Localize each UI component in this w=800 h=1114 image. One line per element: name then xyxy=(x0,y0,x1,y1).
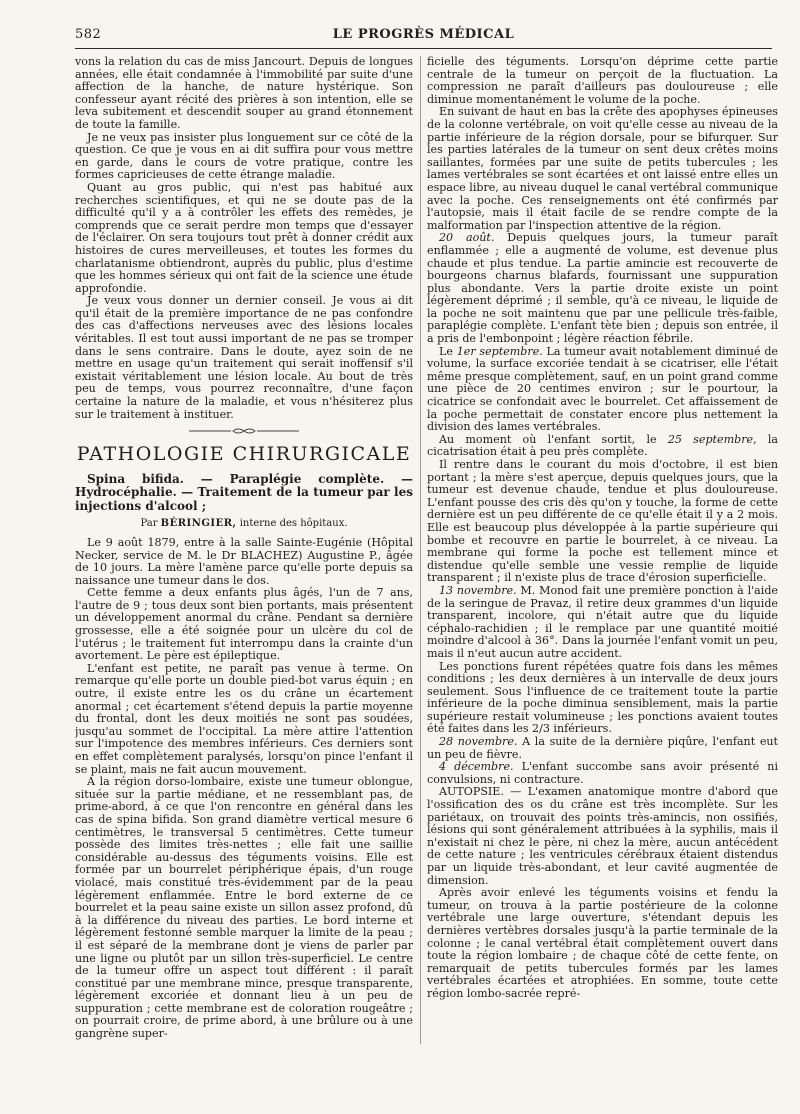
paragraph: 4 décembre. L'enfant succombe sans avoir présenté ni convulsions, ni contracture. xyxy=(427,760,778,786)
paragraph: AUTOPSIE. — L'examen anatomique montre d'abord que l'ossification des os du crâne est très incomplète. Sur les pariétaux, on trouvait des points très-amincis, non ossifiés, lésions qui sont généralement attribuées à la syphilis, mais il n'existait ni chez le père, ni chez la mère, aucun antécédent de cette nature ; les ventricules cérébraux étaient distendus par un liquide très-abondant, et leur cavité augmentée de dimension. xyxy=(427,785,778,887)
paragraph: L'enfant est petite, ne paraît pas venue à terme. On remarque qu'elle porte un double pied-bot varus équin ; en outre, il existe entre les os du crâne un écartement anormal ; cet écartement s'étend depuis la partie moyenne du frontal, dont les deux moitiés ne sont pas soudées, jusqu'au sommet de l'occipital. La mère attire l'attention sur l'impotence des membres inférieurs. Ces derniers sont en effet complètement paralysés, lorsqu'on pince l'enfant il se plaint, mais ne fait aucun mouvement. xyxy=(75,661,413,776)
date-label: 13 novembre. xyxy=(439,583,517,597)
paragraph: Le 9 août 1879, entre à la salle Sainte-Eugénie (Hôpital Necker, service de M. le Dr BLACHEZ) Augustine P., âgée de 10 jours. La mère l'amène parce qu'elle porte depuis sa naissance une tumeur dans le dos. xyxy=(75,535,413,587)
date-label: 20 août. xyxy=(439,231,495,245)
byline-prefix: Par xyxy=(140,518,158,530)
section-title: PATHOLOGIE CHIRURGICALE xyxy=(76,442,412,465)
paragraph: Quant au gros public, qui n'est pas habitué aux recherches scientifiques, et qui ne se doute pas de la difficulté qu'il y a à contrôler les effets des remèdes, je comprends que ce serait perdre mon temps que d'essayer de l'éclairer. On sera toujours tout prêt à donner crédit aux histoires de cures merveilleuses, et toutes les formes du charlatanisme obtiendront, auprès du public, plus d'estime que les hommes sérieux qui ont fait de la science une étude approfondie. xyxy=(75,180,413,295)
ornament-divider xyxy=(75,426,413,439)
paragraph: Au moment où l'enfant sortit, le 25 septembre, la cicatrisation était à peu près complète. xyxy=(427,432,778,459)
date-label: 4 décembre. xyxy=(439,760,514,774)
byline-author: BÉRINGIER, xyxy=(160,518,237,530)
left-column xyxy=(75,56,413,1044)
paragraph: 13 novembre. M. Monod fait une première ponction à l'aide de la seringue de Pravaz, il retire deux grammes d'un liquide transparent, incolore, qui n'était autre que du liquide céphalo-rachidien ; il le remplace par une quantité moitié moindre d'alcool à 36°. Dans la journée l'enfant vomit un peu, mais il n'eut aucun autre accident. xyxy=(427,583,778,660)
paragraph: vons la relation du cas de miss Jancourt. Depuis de longues années, elle était condamnée à l'immobilité par suite d'une affection de la hanche, de nature hystérique. Son confesseur ayant récité des prières à son intention, elle se leva subitement et descendit souper au grand étonnement de toute la famille. xyxy=(75,56,413,131)
paragraph: Après avoir enlevé les téguments voisins et fendu la tumeur, on trouva à la partie postérieure de la colonne vertébrale une large ouverture, s'étendant depuis les dernières vertèbres dorsales jusqu'à la partie terminale de la colonne ; le canal vertébral était complètement ouvert dans toute la région lombaire ; de chaque côté de cette fente, on remarquait de petits tubercules formés par les lames vertébrales écartées et atrophiées. En somme, toute cette région lombo-sacrée repré- xyxy=(427,886,778,1000)
byline xyxy=(75,518,413,531)
date-label: 28 novembre. xyxy=(439,735,518,749)
paragraph: Les ponctions furent répétées quatre fois dans les mêmes conditions ; les deux dernières à un intervalle de deux jours seulement. Sous l'influence de ce traitement toute la partie inférieure de la poche diminua sensiblement, mais la partie supérieure restait volumineuse ; les ponctions avaient toutes été faites dans les 2/3 inférieurs. xyxy=(427,659,778,736)
article-heading: Spina bifida. — Paraplégie complète. — Hydrocéphalie. — Traitement de la tumeur par les injections d'alcool ; xyxy=(75,471,413,513)
paragraph: ficielle des téguments. Lorsqu'on déprime cette partie centrale de la tumeur on perçoit de la fluctuation. La compression ne paraît d'ailleurs pas douloureuse ; elle diminue momentanément le volume de la poche. xyxy=(427,56,778,106)
paragraph: Cette femme a deux enfants plus âgés, l'un de 7 ans, l'autre de 9 ; tous deux sont bien portants, mais présentent un développement anormal du crâne. Pendant sa dernière grossesse, elle a été soignée pour un ulcère du col de l'utérus ; le traitement fut interrompu dans la crainte d'un avortement. Le père est épileptique. xyxy=(75,586,413,663)
byline-suffix: interne des hôpitaux. xyxy=(239,518,348,530)
right-column xyxy=(427,56,778,1044)
paragraph: En suivant de haut en bas la crête des apophyses épineuses de la colonne vertébrale, on voit qu'elle cesse au niveau de la partie inférieure de la région dorsale, pour se bifurquer. Sur les parties latérales de la tumeur on sent deux crêtes moins saillantes, formées par une suite de petits tubercules ; les lames vertébrales se sont écartées et ont laissé entre elles un espace libre, au niveau duquel le canal vertébral communique avec la poche. Ces renseignements ont été confirmés par l'autopsie, mais il était facile de se rendre compte de la malformation par l'inspection attentive de la région. xyxy=(427,105,778,232)
date-label: 1er septembre. xyxy=(456,344,543,358)
page-number: 582 xyxy=(75,27,102,42)
paragraph: A la région dorso-lombaire, existe une tumeur oblongue, située sur la partie médiane, et ne ressemblant pas, de prime-abord, à ce que l'on rencontre en général dans les cas de spina bifida. Son grand diamètre vertical mesure 6 centimètres, le transversal 5 centimètres. Cette tumeur possède des limites très-nettes ; elle fait une saillie considérable au-dessus des téguments voisins. Elle est formée par un bourrelet périphérique épais, d'un rouge violacé, mais constitué très-évidemment par de la peau légèrement enflammée. Entre le bord externe de ce bourrelet et la peau saine existe un sillon assez profond, dû à la différence du niveau des parties. Le bord interne et légèrement festonné semble marquer la limite de la peau ; il est séparé de la membrane dont je viens de parler par une ligne ou plutôt par un sillon très-superficiel. Le centre de la tumeur offre un aspect tout différent : il paraît constitué par une membrane mince, presque transparente, légèrement excoriée et donnant lieu à un peu de suppuration ; cette membrane est de coloration rougeâtre ; on pourrait croire, de prime abord, à une brûlure ou à une gangrène super- xyxy=(75,775,413,1041)
column-divider xyxy=(420,56,421,1044)
journal-title: LE PROGRÈS MÉDICAL xyxy=(332,27,515,42)
paragraph: 28 novembre. A la suite de la dernière piqûre, l'enfant eut un peu de fièvre. xyxy=(427,735,778,761)
ornament-icon xyxy=(189,427,299,435)
paragraph: Je veux vous donner un dernier conseil. Je vous ai dit qu'il était de la première importance de ne pas confondre des cas d'affections nerveuses avec des lésions locales véritables. Il est tout aussi important de ne pas se tromper dans le sens contraire. Dans le doute, ayez soin de ne mettre en usage qu'un traitement qui serait inoffensif s'il existait véritablement une lésion locale. Au bout de très peu de temps, vous pourrez reconnaître, d'une façon certaine la nature de la maladie, et vous n'hésiterez plus sur le traitement à instituer. xyxy=(75,294,413,421)
paragraph: Je ne veux pas insister plus longuement sur ce côté de la question. Ce que je vous en ai dit suffira pour vous mettre en garde, dans le cours de votre pratique, contre les formes capricieuses de cette étrange maladie. xyxy=(75,130,413,182)
date-label: 25 septembre xyxy=(667,432,754,446)
paragraph: Le 1er septembre. La tumeur avait notablement diminué de volume, la surface excoriée tendait à se cicatriser, elle l'était même presque complètement, sauf, en un point grand comme une pièce de 20 centimes environ ; sur le pourtour, la cicatrice se confondait avec le bourrelet. Cet affaissement de la poche permettait de constater encore plus nettement la division des lames vertébrales. xyxy=(427,344,778,434)
paragraph: 20 août. Depuis quelques jours, la tumeur paraît enflammée ; elle a augmenté de volume, est devenue plus chaude et plus tendue. La partie amincie est recouverte de bourgeons charnus blafards, fournissant une suppuration plus abondante. Vers la partie droite existe un point légèrement déprimé ; il semble, qu'à ce niveau, le liquide de la poche ne soit maintenu que par une pellicule très-faible, paraplégie complète. L'enfant tète bien ; depuis son entrée, il a pris de l'embonpoint ; légère réaction fébrile. xyxy=(427,231,778,346)
paragraph: Il rentre dans le courant du mois d'octobre, il est bien portant ; la mère s'est aperçue, depuis quelques jours, que la tumeur est devenue chaude, tendue et plus douloureuse. L'enfant pousse des cris dès qu'on y touche, la forme de cette dernière est un peu différente de ce qu'elle était il y a 2 mois. Elle est beaucoup plus développée à la partie supérieure qui bombe et recouvre en partie le bourrelet, à ce niveau. La membrane qui forme la poche est tellement mince et distendue qu'elle semble une vessie remplie de liquide transparent ; il n'existe plus de trace d'érosion superficielle. xyxy=(427,458,778,585)
page-header xyxy=(75,24,772,49)
